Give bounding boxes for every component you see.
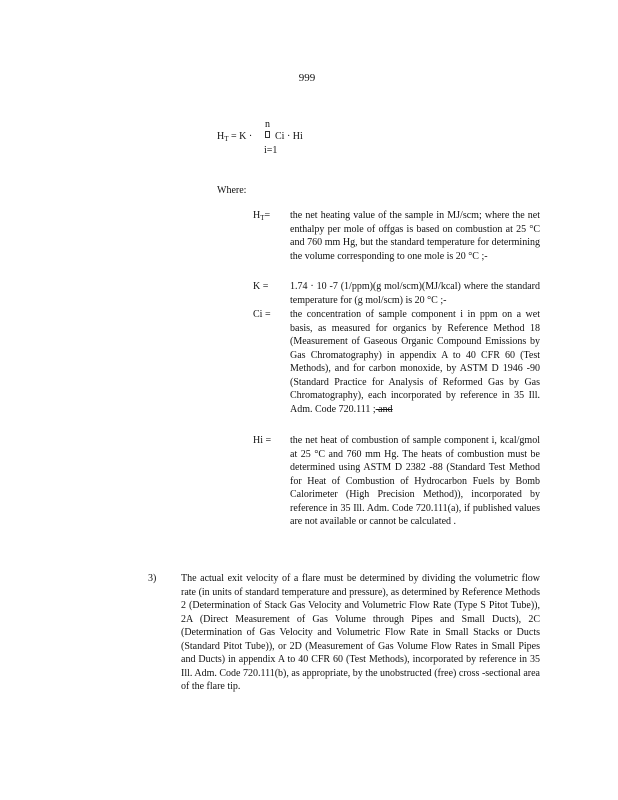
definition-term-ci (253, 308, 271, 322)
term-separator: = (265, 435, 272, 446)
definition-text-ci (290, 308, 540, 416)
term-symbol: Ci (253, 309, 263, 320)
equation-lhs-subscript: T (224, 135, 229, 143)
equation-terms: Ci · Hi (275, 131, 303, 142)
summation-icon (265, 131, 270, 138)
page-number: 999 (298, 72, 316, 84)
term-separator: = (264, 210, 271, 221)
term-separator: = (264, 309, 271, 320)
equation-lhs-symbol: H (217, 131, 225, 142)
definition-term-k (253, 280, 268, 294)
definition-text-ht: the net heating value of the sample in MJ/scm; where the net enthalpy per mole of offgas is based on combustion at 25 °C and 760 mm Hg, but the standard temperature for determining the volume corresponding to one mole is 20 °C ;- (290, 210, 540, 262)
definition-term-hi (253, 434, 271, 448)
summation-lower-limit: i=1 (264, 145, 278, 156)
definition-text-hi (290, 434, 540, 529)
equation-lhs (217, 130, 252, 147)
summation-upper-limit: n (265, 119, 270, 130)
definition-body: the concentration of sample component i in ppm on a wet basis, as measured for organics by Reference Method 18 (Measurement of Gaseous Organic Compound Emissions by Gas Chromatography) in appendix A to 40 CFR 60 (Test Methods), and for carbon monoxide, by ASTM D 1946 -90 (Standard Practice for Analysis of Reformed Gas by Gas Chromatography), each incorporated by reference in 35 Ill. Adm. Code 720.111 ; (290, 309, 540, 415)
trailing-mark: . (451, 516, 457, 527)
term-subscript: T (260, 214, 265, 222)
definition-term-ht (253, 209, 270, 226)
term-symbol: K (253, 281, 261, 292)
definition-body: the net heat of combustion of sample component i, kcal/gmol at 25 °C and 760 mm Hg. The heats of combustion must be determined using ASTM D 2382 -88 (Standard Test Method for Heat of Combustion of Hydrocarbon Fuels by Bomb Calorimeter (High Precision Method)), incorporated by reference in 35 Ill. Adm. Code 720.111(a), if published values are not available or cannot be calculated (290, 435, 540, 527)
heating-value-equation (217, 118, 337, 160)
struck-text: and (375, 403, 393, 415)
term-separator: = (262, 281, 269, 292)
definition-text-k: 1.74 · 10 -7 (1/ppm)(g mol/scm)(MJ/kcal) where the standard temperature for (g mol/scm) is 20 °C ;- (290, 281, 540, 306)
term-symbol: H (253, 210, 261, 221)
term-symbol: Hi (253, 435, 263, 446)
equation-constant: = K · (231, 131, 253, 142)
item-paragraph: The actual exit velocity of a flare must be determined by dividing the volumetric flow rate (in units of standard temperature and pressure), as determined by Reference Methods 2 (Determination of Stack Gas Velocity and Volumetric Flow Rate (Type S Pitot Tube)), 2A (Direct Measurement of Gas Volume through Pipes and Small Ducts), 2C (Determination of Gas Velocity and Volumetric Flow Rate in Small Stacks or Ducts (Standard Pitot Tube)), or 2D (Measurement of Gas Volume Flow Rates in Small Pipes and Ducts) in appendix A to 40 CFR 60 (Test Methods), incorporated by reference in 35 Ill. Adm. Code 720.111(b), as appropriate, by the unobstructed (free) cross -sectional area of the flare tip. (181, 573, 540, 692)
where-label: Where: (217, 185, 247, 196)
item-number: 3) (148, 573, 157, 584)
